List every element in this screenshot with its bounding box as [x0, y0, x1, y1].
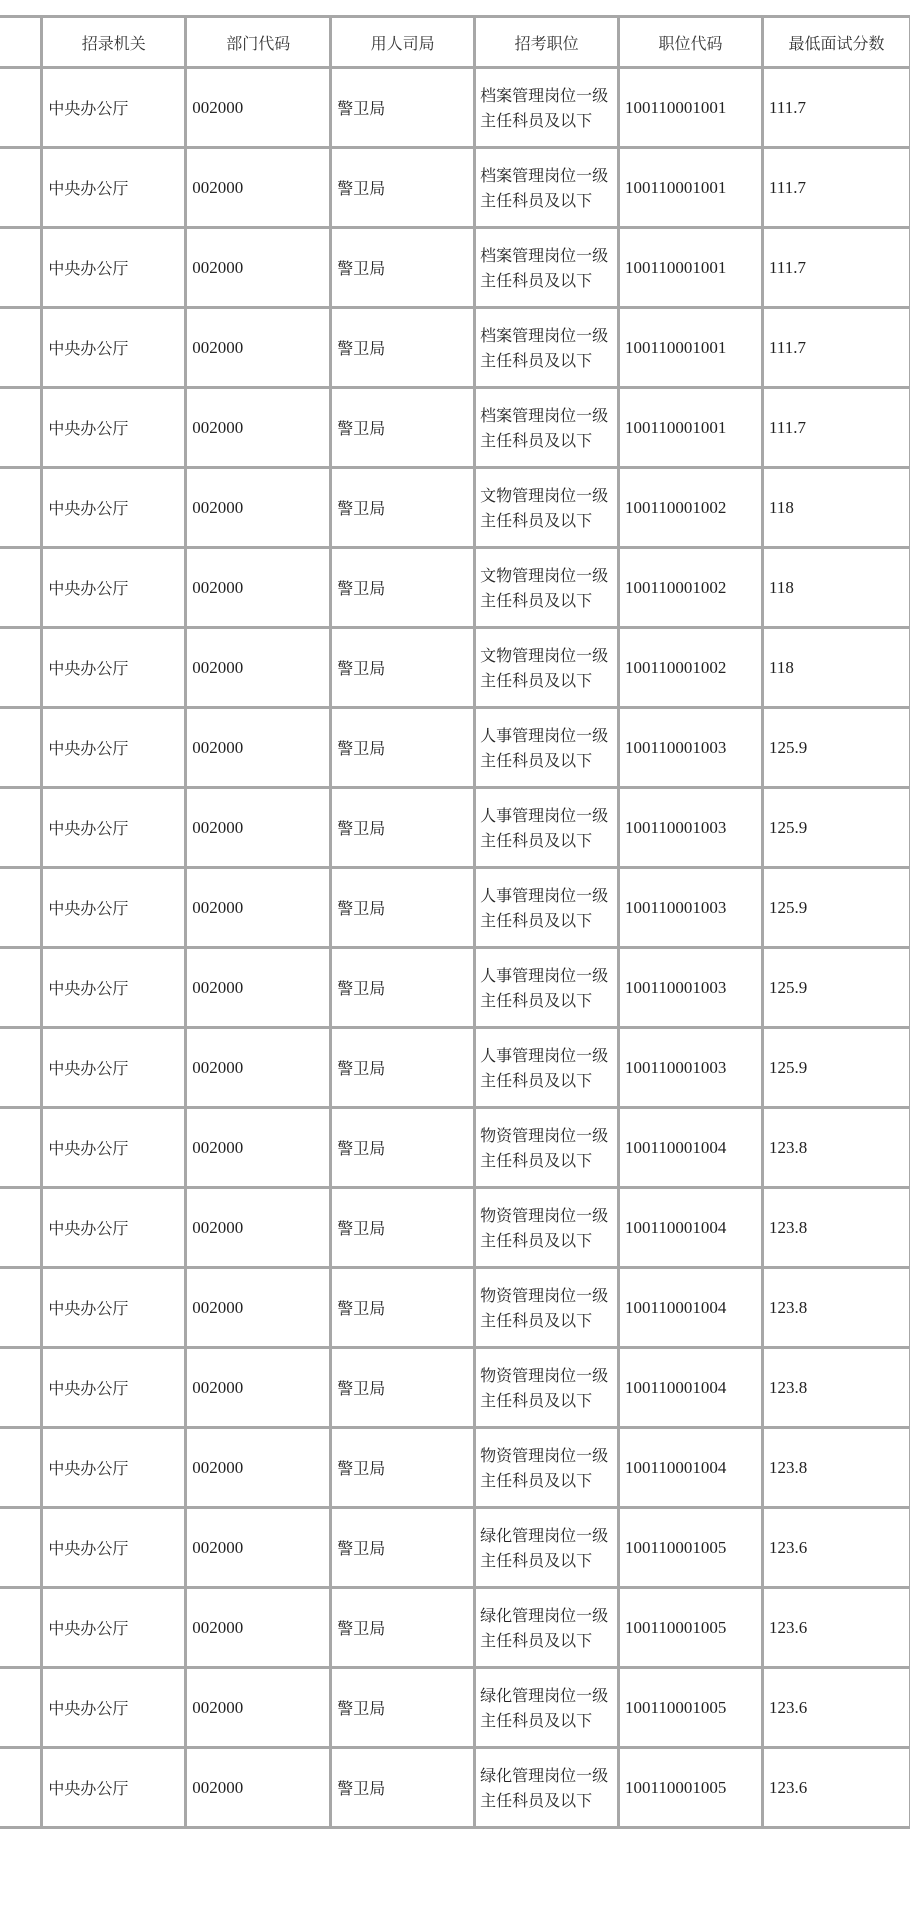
row-index-cell — [0, 628, 42, 708]
table-body — [0, 68, 910, 1828]
bureau-cell: 警卫局 — [331, 1028, 475, 1108]
position-code-cell: 100110001003 — [619, 868, 763, 948]
position-text: 档案管理岗位一级主任科员及以下 — [480, 165, 609, 210]
position-text: 文物管理岗位一级主任科员及以下 — [480, 565, 609, 610]
dept-code-cell: 002000 — [186, 1268, 331, 1348]
position-text: 绿化管理岗位一级主任科员及以下 — [480, 1765, 609, 1810]
position-cell — [475, 308, 619, 388]
dept-code-cell: 002000 — [186, 1748, 331, 1828]
table-row — [0, 68, 910, 148]
position-cell — [475, 1508, 619, 1588]
position-code-cell: 100110001001 — [619, 388, 763, 468]
dept-code-cell: 002000 — [186, 1508, 331, 1588]
position-text: 绿化管理岗位一级主任科员及以下 — [480, 1525, 609, 1570]
position-text: 绿化管理岗位一级主任科员及以下 — [480, 1605, 609, 1650]
position-text: 档案管理岗位一级主任科员及以下 — [480, 325, 609, 370]
row-index-cell — [0, 308, 42, 388]
position-cell — [475, 468, 619, 548]
table-row — [0, 148, 910, 228]
agency-cell: 中央办公厅 — [42, 868, 186, 948]
row-index-cell — [0, 1108, 42, 1188]
position-code-cell: 100110001003 — [619, 708, 763, 788]
dept-code-cell: 002000 — [186, 788, 331, 868]
row-index-cell — [0, 468, 42, 548]
bureau-cell: 警卫局 — [331, 68, 475, 148]
row-index-cell — [0, 948, 42, 1028]
bureau-cell: 警卫局 — [331, 308, 475, 388]
bureau-cell: 警卫局 — [331, 1748, 475, 1828]
row-index-cell — [0, 388, 42, 468]
agency-cell: 中央办公厅 — [42, 708, 186, 788]
agency-cell: 中央办公厅 — [42, 308, 186, 388]
min-score-cell: 118 — [762, 548, 910, 628]
position-cell — [475, 788, 619, 868]
agency-cell: 中央办公厅 — [42, 1028, 186, 1108]
bureau-cell: 警卫局 — [331, 468, 475, 548]
min-score-cell: 118 — [762, 468, 910, 548]
header-position: 招考职位 — [475, 17, 619, 68]
table-row — [0, 948, 910, 1028]
position-code-cell: 100110001004 — [619, 1428, 763, 1508]
position-text: 人事管理岗位一级主任科员及以下 — [480, 805, 609, 850]
position-text: 人事管理岗位一级主任科员及以下 — [480, 725, 609, 770]
position-text: 档案管理岗位一级主任科员及以下 — [480, 85, 609, 130]
position-text: 物资管理岗位一级主任科员及以下 — [480, 1365, 609, 1410]
position-cell — [475, 1348, 619, 1428]
agency-cell: 中央办公厅 — [42, 548, 186, 628]
position-cell — [475, 1268, 619, 1348]
dept-code-cell: 002000 — [186, 548, 331, 628]
position-text: 绿化管理岗位一级主任科员及以下 — [480, 1685, 609, 1730]
position-cell — [475, 708, 619, 788]
dept-code-cell: 002000 — [186, 1428, 331, 1508]
position-code-cell: 100110001005 — [619, 1508, 763, 1588]
position-cell — [475, 388, 619, 468]
min-score-cell: 123.8 — [762, 1348, 910, 1428]
min-score-cell: 111.7 — [762, 148, 910, 228]
position-code-cell: 100110001002 — [619, 468, 763, 548]
table-row — [0, 1428, 910, 1508]
agency-cell: 中央办公厅 — [42, 1588, 186, 1668]
agency-cell: 中央办公厅 — [42, 148, 186, 228]
dept-code-cell: 002000 — [186, 388, 331, 468]
agency-cell: 中央办公厅 — [42, 628, 186, 708]
agency-cell: 中央办公厅 — [42, 1268, 186, 1348]
bureau-cell: 警卫局 — [331, 148, 475, 228]
position-cell — [475, 1588, 619, 1668]
position-cell — [475, 1108, 619, 1188]
row-index-cell — [0, 68, 42, 148]
position-code-cell: 100110001002 — [619, 548, 763, 628]
row-index-cell — [0, 1588, 42, 1668]
min-score-cell: 118 — [762, 628, 910, 708]
agency-cell: 中央办公厅 — [42, 228, 186, 308]
position-cell — [475, 68, 619, 148]
position-text: 文物管理岗位一级主任科员及以下 — [480, 645, 609, 690]
bureau-cell: 警卫局 — [331, 1428, 475, 1508]
dept-code-cell: 002000 — [186, 1588, 331, 1668]
table-row — [0, 1268, 910, 1348]
bureau-cell: 警卫局 — [331, 948, 475, 1028]
row-index-cell — [0, 1428, 42, 1508]
table-row — [0, 548, 910, 628]
dept-code-cell: 002000 — [186, 148, 331, 228]
row-index-cell — [0, 1748, 42, 1828]
position-cell — [475, 548, 619, 628]
dept-code-cell: 002000 — [186, 948, 331, 1028]
table-row — [0, 228, 910, 308]
bureau-cell: 警卫局 — [331, 708, 475, 788]
position-cell — [475, 1188, 619, 1268]
table-row — [0, 708, 910, 788]
agency-cell: 中央办公厅 — [42, 388, 186, 468]
row-index-cell — [0, 788, 42, 868]
bureau-cell: 警卫局 — [331, 1268, 475, 1348]
position-code-cell: 100110001002 — [619, 628, 763, 708]
min-score-cell: 123.8 — [762, 1108, 910, 1188]
bureau-cell: 警卫局 — [331, 1188, 475, 1268]
score-table — [0, 15, 910, 1829]
table-row — [0, 868, 910, 948]
bureau-cell: 警卫局 — [331, 228, 475, 308]
position-code-cell: 100110001005 — [619, 1748, 763, 1828]
dept-code-cell: 002000 — [186, 1028, 331, 1108]
position-code-cell: 100110001001 — [619, 68, 763, 148]
agency-cell: 中央办公厅 — [42, 948, 186, 1028]
bureau-cell: 警卫局 — [331, 628, 475, 708]
position-text: 物资管理岗位一级主任科员及以下 — [480, 1205, 609, 1250]
agency-cell: 中央办公厅 — [42, 1508, 186, 1588]
row-index-cell — [0, 228, 42, 308]
min-score-cell: 123.6 — [762, 1748, 910, 1828]
min-score-cell: 123.6 — [762, 1588, 910, 1668]
position-cell — [475, 228, 619, 308]
table-row — [0, 628, 910, 708]
min-score-cell: 125.9 — [762, 868, 910, 948]
position-code-cell: 100110001001 — [619, 308, 763, 388]
min-score-cell: 123.6 — [762, 1668, 910, 1748]
table-row — [0, 1508, 910, 1588]
table-row — [0, 1668, 910, 1748]
agency-cell: 中央办公厅 — [42, 1108, 186, 1188]
position-text: 物资管理岗位一级主任科员及以下 — [480, 1285, 609, 1330]
header-position-code: 职位代码 — [619, 17, 763, 68]
min-score-cell: 123.6 — [762, 1508, 910, 1588]
row-index-cell — [0, 1188, 42, 1268]
position-code-cell: 100110001003 — [619, 788, 763, 868]
agency-cell: 中央办公厅 — [42, 1428, 186, 1508]
row-index-cell — [0, 548, 42, 628]
table-row — [0, 1028, 910, 1108]
position-code-cell: 100110001003 — [619, 948, 763, 1028]
agency-cell: 中央办公厅 — [42, 68, 186, 148]
row-index-cell — [0, 1268, 42, 1348]
position-text: 文物管理岗位一级主任科员及以下 — [480, 485, 609, 530]
table-row — [0, 468, 910, 548]
row-index-cell — [0, 1508, 42, 1588]
min-score-cell: 111.7 — [762, 228, 910, 308]
bureau-cell: 警卫局 — [331, 548, 475, 628]
bureau-cell: 警卫局 — [331, 868, 475, 948]
bureau-cell: 警卫局 — [331, 788, 475, 868]
row-index-cell — [0, 1668, 42, 1748]
min-score-cell: 123.8 — [762, 1268, 910, 1348]
position-cell — [475, 868, 619, 948]
position-text: 物资管理岗位一级主任科员及以下 — [480, 1445, 609, 1490]
header-agency: 招录机关 — [42, 17, 186, 68]
dept-code-cell: 002000 — [186, 468, 331, 548]
min-score-cell: 111.7 — [762, 308, 910, 388]
position-cell — [475, 628, 619, 708]
position-text: 人事管理岗位一级主任科员及以下 — [480, 885, 609, 930]
table-row — [0, 388, 910, 468]
table-row — [0, 1348, 910, 1428]
table-row — [0, 1588, 910, 1668]
table-row — [0, 1748, 910, 1828]
dept-code-cell: 002000 — [186, 1668, 331, 1748]
position-text: 人事管理岗位一级主任科员及以下 — [480, 1045, 609, 1090]
table-row — [0, 788, 910, 868]
agency-cell: 中央办公厅 — [42, 468, 186, 548]
position-text: 档案管理岗位一级主任科员及以下 — [480, 405, 609, 450]
dept-code-cell: 002000 — [186, 68, 331, 148]
bureau-cell: 警卫局 — [331, 1668, 475, 1748]
position-code-cell: 100110001001 — [619, 228, 763, 308]
bureau-cell: 警卫局 — [331, 1588, 475, 1668]
min-score-cell: 123.8 — [762, 1428, 910, 1508]
position-code-cell: 100110001005 — [619, 1588, 763, 1668]
position-text: 物资管理岗位一级主任科员及以下 — [480, 1125, 609, 1170]
header-index — [0, 17, 42, 68]
position-cell — [475, 1748, 619, 1828]
dept-code-cell: 002000 — [186, 1348, 331, 1428]
agency-cell: 中央办公厅 — [42, 1668, 186, 1748]
row-index-cell — [0, 1348, 42, 1428]
position-text: 档案管理岗位一级主任科员及以下 — [480, 245, 609, 290]
table-row — [0, 1188, 910, 1268]
position-code-cell: 100110001004 — [619, 1188, 763, 1268]
position-cell — [475, 948, 619, 1028]
bureau-cell: 警卫局 — [331, 388, 475, 468]
min-score-cell: 123.8 — [762, 1188, 910, 1268]
position-code-cell: 100110001004 — [619, 1268, 763, 1348]
min-score-cell: 125.9 — [762, 788, 910, 868]
dept-code-cell: 002000 — [186, 1108, 331, 1188]
dept-code-cell: 002000 — [186, 628, 331, 708]
dept-code-cell: 002000 — [186, 708, 331, 788]
position-cell — [475, 1028, 619, 1108]
position-code-cell: 100110001004 — [619, 1348, 763, 1428]
bureau-cell: 警卫局 — [331, 1348, 475, 1428]
position-text: 人事管理岗位一级主任科员及以下 — [480, 965, 609, 1010]
agency-cell: 中央办公厅 — [42, 788, 186, 868]
row-index-cell — [0, 708, 42, 788]
row-index-cell — [0, 148, 42, 228]
position-code-cell: 100110001003 — [619, 1028, 763, 1108]
min-score-cell: 125.9 — [762, 708, 910, 788]
agency-cell: 中央办公厅 — [42, 1748, 186, 1828]
header-bureau: 用人司局 — [331, 17, 475, 68]
dept-code-cell: 002000 — [186, 868, 331, 948]
agency-cell: 中央办公厅 — [42, 1348, 186, 1428]
dept-code-cell: 002000 — [186, 308, 331, 388]
bureau-cell: 警卫局 — [331, 1108, 475, 1188]
table-row — [0, 1108, 910, 1188]
table-row — [0, 308, 910, 388]
min-score-cell: 125.9 — [762, 948, 910, 1028]
position-cell — [475, 1428, 619, 1508]
agency-cell: 中央办公厅 — [42, 1188, 186, 1268]
position-cell — [475, 148, 619, 228]
position-code-cell: 100110001005 — [619, 1668, 763, 1748]
position-code-cell: 100110001004 — [619, 1108, 763, 1188]
position-code-cell: 100110001001 — [619, 148, 763, 228]
row-index-cell — [0, 1028, 42, 1108]
header-row — [0, 17, 910, 68]
min-score-cell: 111.7 — [762, 388, 910, 468]
dept-code-cell: 002000 — [186, 228, 331, 308]
dept-code-cell: 002000 — [186, 1188, 331, 1268]
header-min-score: 最低面试分数 — [762, 17, 910, 68]
min-score-cell: 111.7 — [762, 68, 910, 148]
min-score-cell: 125.9 — [762, 1028, 910, 1108]
header-dept-code: 部门代码 — [186, 17, 331, 68]
position-cell — [475, 1668, 619, 1748]
bureau-cell: 警卫局 — [331, 1508, 475, 1588]
row-index-cell — [0, 868, 42, 948]
